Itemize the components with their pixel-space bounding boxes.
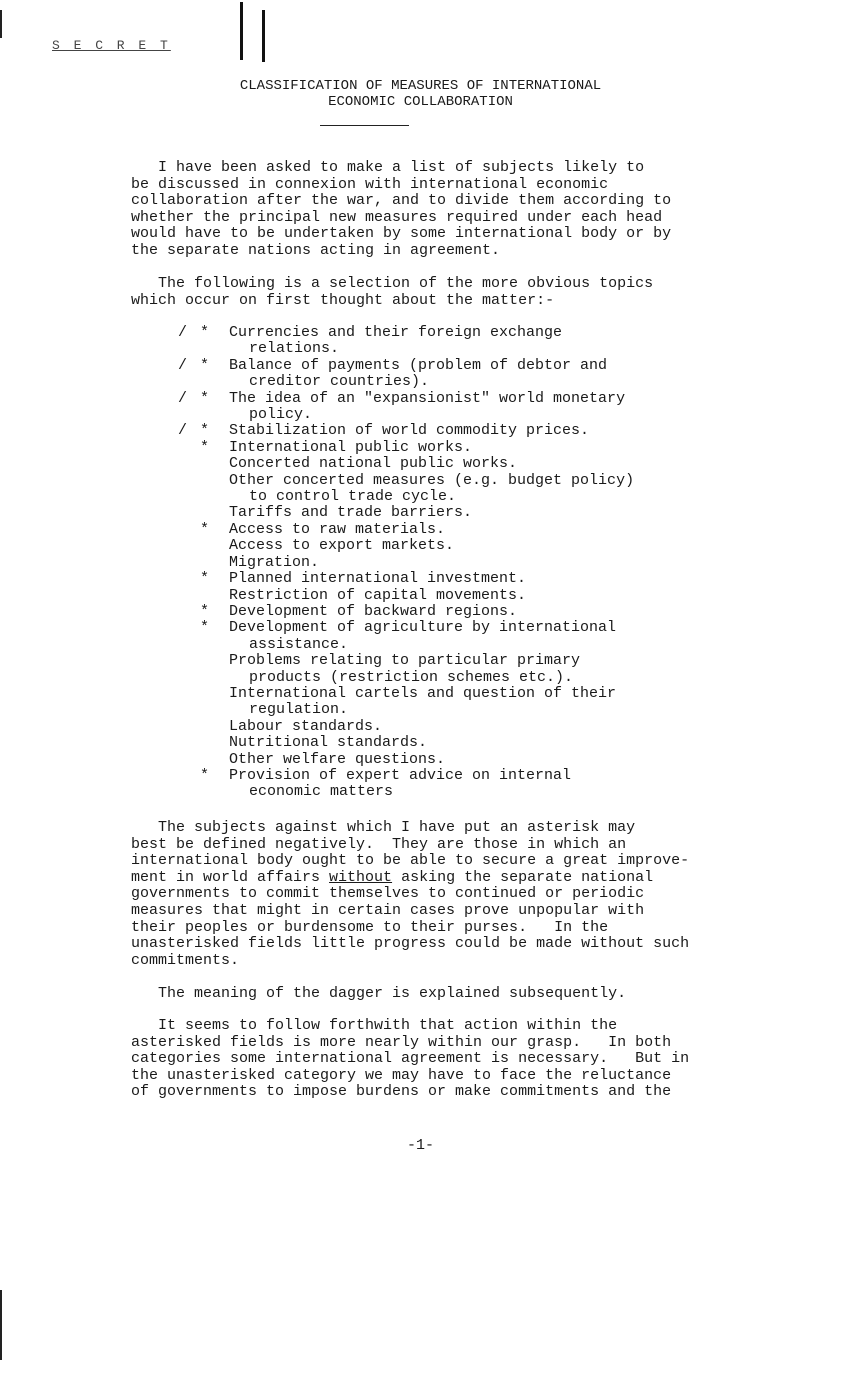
dagger-mark: / <box>178 389 188 407</box>
selection-intro-paragraph: The following is a selection of the more obvious topics which occur on first thought about the matter:- <box>131 275 654 309</box>
asterisk-mark: * <box>200 422 210 440</box>
topic-item <box>170 522 790 538</box>
topic-text: Tariffs and trade barriers. <box>229 504 473 522</box>
asterisk-para-underlined: without <box>329 868 393 886</box>
asterisk-para-after: asking the separate national governments to commit themselves to continued or periodic measures that might in certain cases prove unpopular with their peoples or burdensome to their purses. In the unasterisked fields little progress could be made without such commitments. <box>131 868 690 969</box>
topic-text-continuation: regulation. <box>249 701 349 719</box>
topic-text: Access to raw materials. <box>229 520 446 538</box>
topic-item <box>170 391 790 424</box>
intro-paragraph: I have been asked to make a list of subjects likely to be discussed in connexion with international economic collaboration after the war, and to divide them according to whether the principal new measures required under each head would have to be undertaken by some international body or by the separate nations acting in agreement. <box>131 159 672 259</box>
page-number: -1- <box>406 1137 434 1154</box>
topic-text: Currencies and their foreign exchange <box>229 324 563 341</box>
asterisk-mark: * <box>200 389 210 407</box>
topic-item <box>170 768 790 801</box>
topic-item <box>170 555 790 571</box>
asterisk-mark: * <box>200 324 210 341</box>
classification-stamp: S E C R E T <box>52 38 171 53</box>
topic-text: Labour standards. <box>229 717 383 735</box>
topic-list <box>170 325 790 801</box>
topic-text-continuation: products (restriction schemes etc.). <box>249 668 574 686</box>
topic-text-continuation: creditor countries). <box>249 373 430 391</box>
topic-item <box>170 719 790 735</box>
topic-text: Stabilization of world commodity prices. <box>229 422 590 440</box>
staple-mark <box>262 10 265 62</box>
topic-item <box>170 735 790 751</box>
topic-item <box>170 653 790 686</box>
title-rule <box>320 125 409 126</box>
dagger-mark: / <box>178 324 188 341</box>
topic-item <box>170 538 790 554</box>
dagger-mark: / <box>178 356 188 374</box>
topic-text: International public works. <box>229 438 473 456</box>
asterisk-mark: * <box>200 356 210 374</box>
topic-item <box>170 571 790 587</box>
topic-text-continuation: relations. <box>249 340 340 358</box>
topic-text-continuation: policy. <box>249 406 313 424</box>
topic-item <box>170 686 790 719</box>
final-paragraph: It seems to follow forthwith that action within the asterisked fields is more nearly within our grasp. In both categories some international agreement is necessary. But in the unasterisked category we may have to face the reluctance of governments to impose burdens or make commitments and the <box>131 1017 690 1101</box>
topic-text: Nutritional standards. <box>229 734 428 752</box>
topic-text: Problems relating to particular primary <box>229 652 581 670</box>
asterisk-mark: * <box>200 766 210 784</box>
topic-text: International cartels and question of their <box>229 684 617 702</box>
topic-item <box>170 588 790 604</box>
topic-text: Other welfare questions. <box>229 750 446 768</box>
topic-text-continuation: assistance. <box>249 635 349 653</box>
document-title <box>0 78 841 110</box>
topic-text: Development of agriculture by international <box>229 619 617 637</box>
title-line-2: ECONOMIC COLLABORATION <box>328 94 513 110</box>
asterisk-explanation-paragraph <box>131 820 771 969</box>
topic-item <box>170 604 790 620</box>
topic-item <box>170 752 790 768</box>
topic-item <box>170 423 790 439</box>
topic-text: Concerted national public works. <box>229 455 518 473</box>
asterisk-mark: * <box>200 602 210 620</box>
topic-text: The idea of an "expansionist" world monetary <box>229 389 626 407</box>
scan-edge-mark <box>0 10 2 38</box>
topic-text: Balance of payments (problem of debtor and <box>229 356 608 374</box>
topic-text: Development of backward regions. <box>229 602 518 620</box>
asterisk-para-before: The subjects against which I have put an asterisk may best be defined negatively. They are those in which an international body ought to be able to secure a great improve- ment in world affairs <box>131 819 690 886</box>
scan-edge-mark <box>0 1290 2 1360</box>
topic-text: Restriction of capital movements. <box>229 586 527 604</box>
staple-mark <box>240 2 243 60</box>
topic-text: Planned international investment. <box>229 570 527 588</box>
topic-text: Migration. <box>229 553 320 571</box>
asterisk-mark: * <box>200 438 210 456</box>
topic-item <box>170 505 790 521</box>
topic-item <box>170 358 790 391</box>
topic-text: Provision of expert advice on internal <box>229 766 572 784</box>
dagger-mark: / <box>178 422 188 440</box>
topic-item <box>170 473 790 506</box>
topic-item <box>170 440 790 456</box>
topic-text: Other concerted measures (e.g. budget policy) <box>229 471 635 489</box>
dagger-explanation-paragraph: The meaning of the dagger is explained subsequently. <box>131 985 627 1002</box>
asterisk-mark: * <box>200 570 210 588</box>
topic-text: Access to export markets. <box>229 537 455 555</box>
asterisk-mark: * <box>200 619 210 637</box>
topic-text-continuation: economic matters <box>249 783 394 801</box>
asterisk-mark: * <box>200 520 210 538</box>
topic-item <box>170 325 790 358</box>
topic-item <box>170 456 790 472</box>
topic-text-continuation: to control trade cycle. <box>249 488 457 506</box>
title-line-1: CLASSIFICATION OF MEASURES OF INTERNATIONAL <box>239 78 602 94</box>
topic-item <box>170 620 790 653</box>
